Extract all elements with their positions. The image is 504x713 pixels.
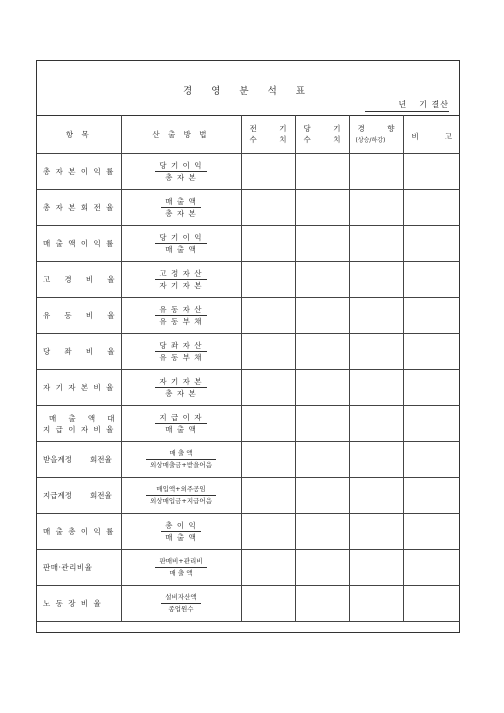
curr-value-cell[interactable] (295, 478, 349, 514)
row-formula: $\frac{\text{매입액+외주공임}}{\text{외상매입금+지급어음}}$ (121, 478, 241, 514)
year-label: 년 (398, 100, 408, 109)
row-item: 매 출 총 이 익 률 (37, 514, 121, 550)
header-remark: 비 고 (403, 116, 460, 154)
curr-value-cell[interactable] (295, 226, 349, 262)
trend-cell[interactable] (349, 478, 403, 514)
row-item: 총 자 본 회 전 율 (37, 190, 121, 226)
trend-cell[interactable] (349, 586, 403, 622)
prev-value-cell[interactable] (241, 586, 295, 622)
remark-cell[interactable] (403, 550, 460, 586)
row-formula: $\frac{\text{당 좌 자 산}}{\text{유 동 부 채}}$ (121, 334, 241, 370)
trend-cell[interactable] (349, 262, 403, 298)
table-row (37, 514, 460, 550)
remark-cell[interactable] (403, 442, 460, 478)
prev-value-cell[interactable] (241, 190, 295, 226)
row-formula: $\frac{\text{유 동 자 산}}{\text{유 동 부 채}}$ (121, 298, 241, 334)
table-row (37, 442, 460, 478)
trend-cell[interactable] (349, 226, 403, 262)
table-row (37, 154, 460, 190)
row-formula: $\frac{\text{설비자산액}}{\text{종업원수}}$ (121, 586, 241, 622)
prev-value-cell[interactable] (241, 262, 295, 298)
curr-value-cell[interactable] (295, 514, 349, 550)
row-item: 받을계정 회전율 (37, 442, 121, 478)
fiscal-period (365, 99, 449, 112)
trend-cell[interactable] (349, 334, 403, 370)
header-method: 산 출 방 법 (121, 116, 241, 154)
remark-cell[interactable] (403, 154, 460, 190)
trend-cell[interactable] (349, 298, 403, 334)
row-formula: $\frac{\text{매 출 액}}{\text{외상매출금+받을어음}}$ (121, 442, 241, 478)
header-prev-value: 전 기 수 치 (241, 116, 295, 154)
row-item: 매 출 액 대 지 급 이 자 비 율 (37, 406, 121, 442)
remark-cell[interactable] (403, 406, 460, 442)
remark-cell[interactable] (403, 226, 460, 262)
curr-value-cell[interactable] (295, 298, 349, 334)
row-formula: $\frac{\text{자 기 자 본}}{\text{총 자 본}}$ (121, 370, 241, 406)
table-row (37, 550, 460, 586)
curr-value-cell[interactable] (295, 406, 349, 442)
trend-cell[interactable] (349, 370, 403, 406)
table-row (37, 262, 460, 298)
prev-value-cell[interactable] (241, 514, 295, 550)
remark-cell[interactable] (403, 262, 460, 298)
trend-cell[interactable] (349, 442, 403, 478)
row-formula: $\frac{\text{매 출 액}}{\text{총 자 본}}$ (121, 190, 241, 226)
header-row (37, 116, 460, 154)
row-item: 지급계정 회전율 (37, 478, 121, 514)
curr-value-cell[interactable] (295, 370, 349, 406)
prev-value-cell[interactable] (241, 370, 295, 406)
trend-cell[interactable] (349, 406, 403, 442)
header-curr-value: 당 기 수 치 (295, 116, 349, 154)
remark-cell[interactable] (403, 334, 460, 370)
curr-value-cell[interactable] (295, 550, 349, 586)
analysis-sheet (36, 60, 460, 633)
curr-value-cell[interactable] (295, 190, 349, 226)
header-item: 항 목 (37, 116, 121, 154)
trend-cell[interactable] (349, 514, 403, 550)
curr-value-cell[interactable] (295, 154, 349, 190)
curr-value-cell[interactable] (295, 442, 349, 478)
prev-value-cell[interactable] (241, 226, 295, 262)
prev-value-cell[interactable] (241, 334, 295, 370)
curr-value-cell[interactable] (295, 586, 349, 622)
table-row (37, 406, 460, 442)
curr-value-cell[interactable] (295, 262, 349, 298)
header-trend: 경 향 (상승/하강) (349, 116, 403, 154)
trend-cell[interactable] (349, 190, 403, 226)
row-item: 자 기 자 본 비 율 (37, 370, 121, 406)
prev-value-cell[interactable] (241, 406, 295, 442)
table-row (37, 226, 460, 262)
row-item: 고 경 비 율 (37, 262, 121, 298)
row-item: 매 출 액 이 익 률 (37, 226, 121, 262)
trend-cell[interactable] (349, 550, 403, 586)
row-item: 총 자 본 이 익 률 (37, 154, 121, 190)
remark-cell[interactable] (403, 298, 460, 334)
table-row (37, 478, 460, 514)
row-formula: $\frac{\text{판매비+관리비}}{\text{매 출 액}}$ (121, 550, 241, 586)
remark-cell[interactable] (403, 586, 460, 622)
row-formula: $\frac{\text{총 이 익}}{\text{매 출 액}}$ (121, 514, 241, 550)
table-row (37, 370, 460, 406)
remark-cell[interactable] (403, 370, 460, 406)
row-formula: $\frac{\text{지 급 이 자}}{\text{매 출 액}}$ (121, 406, 241, 442)
page-title: 경 영 분 석 표 (183, 86, 313, 97)
prev-value-cell[interactable] (241, 442, 295, 478)
row-formula: $\frac{\text{당 기 이 익}}{\text{총 자 본}}$ (121, 154, 241, 190)
term-label: 기 결산 (419, 100, 449, 109)
row-item: 유 동 비 율 (37, 298, 121, 334)
prev-value-cell[interactable] (241, 154, 295, 190)
table-row (37, 334, 460, 370)
remark-cell[interactable] (403, 478, 460, 514)
prev-value-cell[interactable] (241, 298, 295, 334)
remark-cell[interactable] (403, 514, 460, 550)
row-item: 당 좌 비 율 (37, 334, 121, 370)
row-item: 노 동 장 비 율 (37, 586, 121, 622)
table-row (37, 298, 460, 334)
prev-value-cell[interactable] (241, 478, 295, 514)
analysis-table (37, 115, 460, 622)
row-item: 판매·관리비율 (37, 550, 121, 586)
table-row (37, 586, 460, 622)
row-formula: $\frac{\text{고 정 자 산}}{\text{자 기 자 본}}$ (121, 262, 241, 298)
row-formula: $\frac{\text{당 기 이 익}}{\text{매 출 액}}$ (121, 226, 241, 262)
table-row (37, 190, 460, 226)
remark-cell[interactable] (403, 190, 460, 226)
curr-value-cell[interactable] (295, 334, 349, 370)
prev-value-cell[interactable] (241, 550, 295, 586)
trend-cell[interactable] (349, 154, 403, 190)
